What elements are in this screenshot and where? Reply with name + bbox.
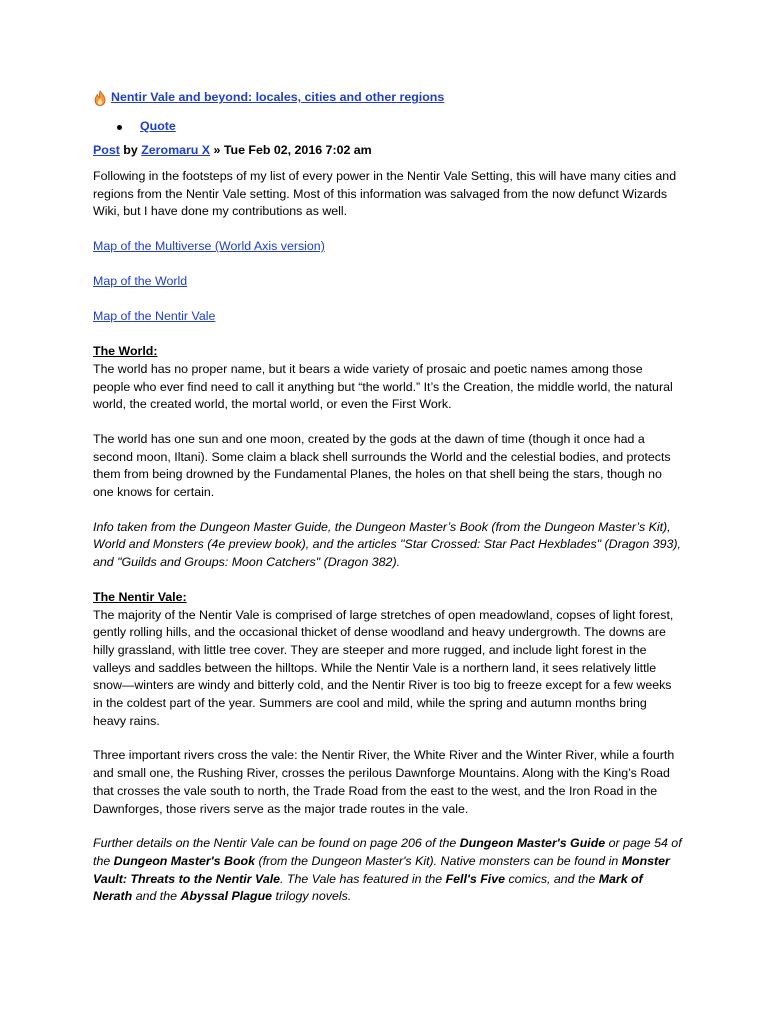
vale-heading: The Nentir Vale: — [93, 589, 187, 604]
intro-paragraph: Following in the footsteps of my list of every power in the Nentir Vale Setting, this will have many cities and regions from the Nentir Vale setting. Most of this information was salvaged from the now defunct Wizards Wiki, but I have done my contributions as well. — [93, 169, 677, 219]
world-paragraph-1: The world has no proper name, but it bears a wide variety of prosaic and poetic names among those people who ever find need to call it anything but “the world.” It’s the Creation, the middle world, the natural world, the created world, the mortal world, or even the First Work. — [93, 361, 673, 412]
map-vale-link[interactable]: Map of the Nentir Vale — [93, 309, 216, 324]
vale-paragraph-1: The majority of the Nentir Vale is comprised of large stretches of open meadowland, copses of light forest, gently rolling hills, and the occasional thicket of dense woodland and heavy undergrowth. The downs are hilly grassland, with little tree cover. They are steeper and more rugged, and include light forest in the valleys and saddles between the hilltops. While the Nentir Vale is a northern land, it sees relatively little snow—winters are windy and bitterly cold, and the Nentir River is too big to freeze except for a few weeks in the coldest part of the year. Summers are cool and mild, while the spring and autumn months bring heavy rains. — [93, 607, 674, 728]
map-world-link[interactable]: Map of the World — [93, 274, 188, 289]
quote-list-item — [93, 118, 683, 136]
mark-of-nerath-title: Mark of Nerath — [93, 871, 643, 904]
vale-further-paragraph: Further details on the Nentir Vale can be found on page 206 of the Dungeon Master's Guide or page 54 of the Dungeon Master's Book (from the Dungeon Master's Kit). Native monsters can be found in Monster Vault: Threats to the Nentir Vale. The Vale has featured in the Fell's Five comics, and the Mark of Nerath and the Abyssal Plague trilogy novels. — [93, 836, 682, 904]
post-title-link[interactable]: Nentir Vale and beyond: locales, cities and other regions — [111, 90, 445, 105]
bullet-icon — [117, 125, 122, 130]
world-paragraph-2: The world has one sun and one moon, created by the gods at the dawn of time (though it once had a second moon, Iltani). Some claim a black shell surrounds the World and the celestial bodies, and protects them from being drowned by the Fundamental Planes, the holes on that shell being the stars, though no one knows for certain. — [93, 431, 671, 500]
post-date: » Tue Feb 02, 2016 7:02 am — [210, 143, 372, 157]
map-multiverse-link[interactable]: Map of the Multiverse (World Axis version) — [93, 239, 325, 254]
fells-five-title: Fell's Five — [445, 871, 506, 886]
by-label: by — [119, 143, 142, 157]
vale-paragraph-2: Three important rivers cross the vale: the Nentir River, the White River and the Winter River, while a fourth and small one, the Rushing River, crosses the perilous Dawnforge Mountains. Along with the King’s Road that crosses the vale south to north, the Trade Road from the east to the west, and the Iron Road in the Dawnforges, those rivers serve as the major trade routes in the vale. — [93, 748, 675, 816]
quote-link[interactable]: Quote — [140, 119, 176, 134]
author-link[interactable]: Zeromaru X — [141, 143, 211, 157]
abyssal-plague-title: Abyssal Plague — [180, 889, 273, 904]
dmg-title: Dungeon Master's Guide — [459, 836, 606, 851]
post-title-row — [93, 88, 683, 108]
post-link[interactable]: Post — [93, 143, 120, 157]
dmb-title: Dungeon Master's Book — [113, 853, 255, 868]
world-heading: The World: — [93, 344, 158, 359]
post-meta — [93, 142, 683, 160]
monster-vault-title: Monster Vault: Threats to the Nentir Vale — [93, 853, 670, 886]
flame-icon — [93, 90, 107, 106]
world-info-paragraph: Info taken from the Dungeon Master Guide, the Dungeon Master’s Book (from the Dungeon Master’s Kit), World and Monsters (4e preview book), and the articles "Star Crossed: Star Pact Hexblades" (Dragon 393), and "Guilds and Groups: Moon Catchers" (Dragon 382). — [93, 519, 681, 570]
post-content — [93, 88, 683, 906]
